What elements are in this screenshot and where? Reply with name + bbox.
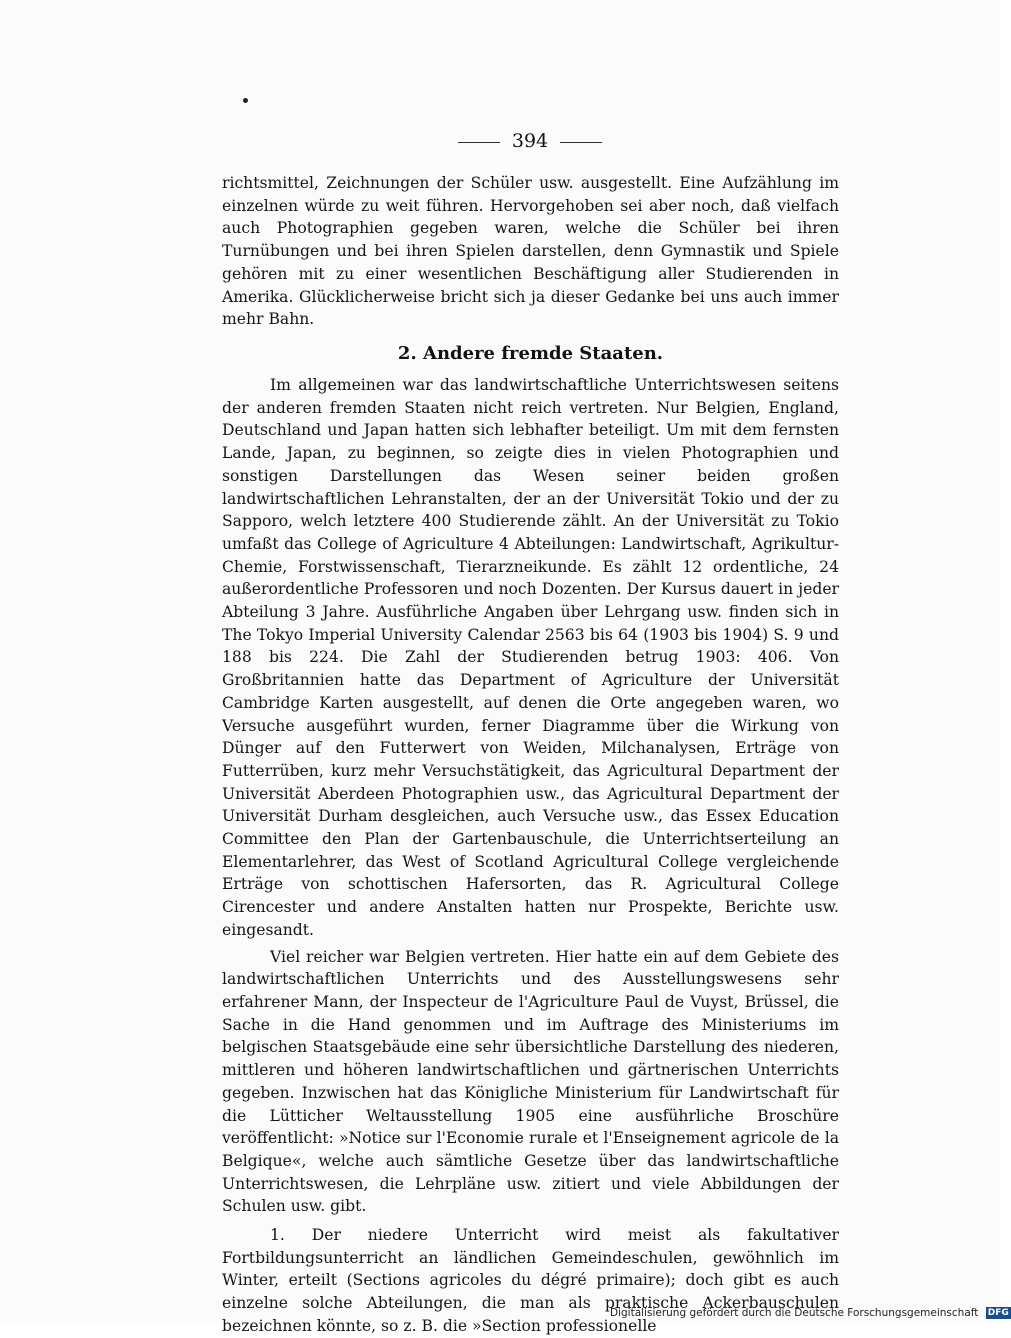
page-number-rule-right	[560, 142, 602, 143]
paragraph-2: Im allgemeinen war das landwirtschaftliche Unterrichtswesen seitens der anderen fremden Staaten nicht reich vertreten. Nur Belgien, England, Deutschland und Japan hatten sich lebhafter beteiligt. Um mit dem fernsten Lande, Japan, zu beginnen, so zeigte dies in vielen Photographien und sonstigen Darstellungen das Wesen seiner beiden großen landwirtschaftlichen Lehranstalten, der an der Universität Tokio und der zu Sapporo, welch letztere 400 Studierende zählt. An der Universität zu Tokio umfaßt das College of Agriculture 4 Abteilungen: Landwirtschaft, Agrikultur-Chemie, Forstwissenschaft, Tierarzneikunde. Es zählt 12 ordentliche, 24 außerordentliche Professoren und noch Dozenten. Der Kursus dauert in jeder Abteilung 3 Jahre. Ausführliche Angaben über Lehrgang usw. finden sich in The Tokyo Imperial University Calendar 2563 bis 64 (1903 bis 1904) S. 9 und 188 bis 224. Die Zahl der Studierenden betrug 1903: 406. Von Großbritannien hatte das Department of Agriculture der Universität Cambridge Karten ausgestellt, auf denen die Orte angegeben waren, wo Versuche ausgeführt wurden, ferner Diagramme über die Wirkung von Dünger auf den Futterwert von Weiden, Milchanalysen, Erträge von Futterrüben, kurz mehr Versuchstätigkeit, das Agricultural Department der Universität Aberdeen Photographien usw., das Agricultural Department der Universität Durham desgleichen, auch Versuche usw., das Essex Education Committee den Plan der Gartenbauschule, die Unterrichtserteilung an Elementarlehrer, das West of Scotland Agricultural College vergleichende Erträge von schottischen Hafersorten, das R. Agricultural College Cirencester und andere Anstalten hatten nur Prospekte, Berichte usw. eingesandt.	[222, 376, 839, 939]
page-number-rule-left	[458, 142, 500, 143]
section-heading: 2. Andere fremde Staaten.	[397, 343, 664, 364]
dfg-logo: DFG	[987, 1308, 1009, 1318]
paragraph-block-2	[222, 374, 839, 1338]
footer-text: Digitalisierung gefördert durch die Deutsche Forschungsgemeinschaft	[610, 1307, 979, 1319]
page-number-text: 394	[511, 130, 549, 152]
paragraph-1: richtsmittel, Zeichnungen der Schüler usw. ausgestellt. Eine Aufzählung im einzelnen würde zu weit führen. Hervorgehoben sei aber noch, daß vielfach auch Photographien gegeben waren, welche die Schüler bei ihren Turnübungen und bei ihren Spielen darstellen, denn Gymnastik und Spiele gehören mit zu einer wesentlichen Beschäftigung aller Studierenden in Amerika. Glücklicherweise bricht sich ja dieser Gedanke bei uns auch immer mehr Bahn.	[222, 174, 839, 329]
page-number	[440, 130, 620, 158]
footer-credit	[610, 1307, 1009, 1321]
paragraph-3: Viel reicher war Belgien vertreten. Hier hatte ein auf dem Gebiete des landwirtschaftlichen Unterrichts und des Ausstellungswesens sehr erfahrener Mann, der Inspecteur de l'Agriculture Paul de Vuyst, Brüssel, die Sache in die Hand genommen und im Auftrage des Ministeriums im belgischen Staatsgebäude eine sehr übersichtliche Darstellung des niederen, mittleren und höheren landwirtschaftlichen und gärtnerischen Unterrichts gegeben. Inzwischen hat das Königliche Ministerium für Landwirtschaft für die Lütticher Weltausstellung 1905 eine ausführliche Broschüre veröffentlicht: »Notice sur l'Economie rurale et l'Enseignement agricole de la Belgique«, welche auch sämtliche Gesetze über das landwirtschaftliche Unterrichtswesen, die Lehrpläne usw. zitiert und viele Abbildungen der Schulen usw. gibt.	[222, 947, 839, 1216]
ink-dot	[243, 98, 248, 103]
paragraph-4: 1. Der niedere Unterricht wird meist als fakultativer Fortbildungsunterricht an ländlichen Gemeindeschulen, gewöhnlich im Winter, erteilt (Sections agricoles du dégré primaire); doch gibt es auch einzelne solche Abteilungen, die man als praktische Ackerbauschulen bezeichnen könnte, so z. B. die »Section professionelle	[222, 1226, 839, 1335]
paragraph-block-1	[222, 172, 839, 331]
